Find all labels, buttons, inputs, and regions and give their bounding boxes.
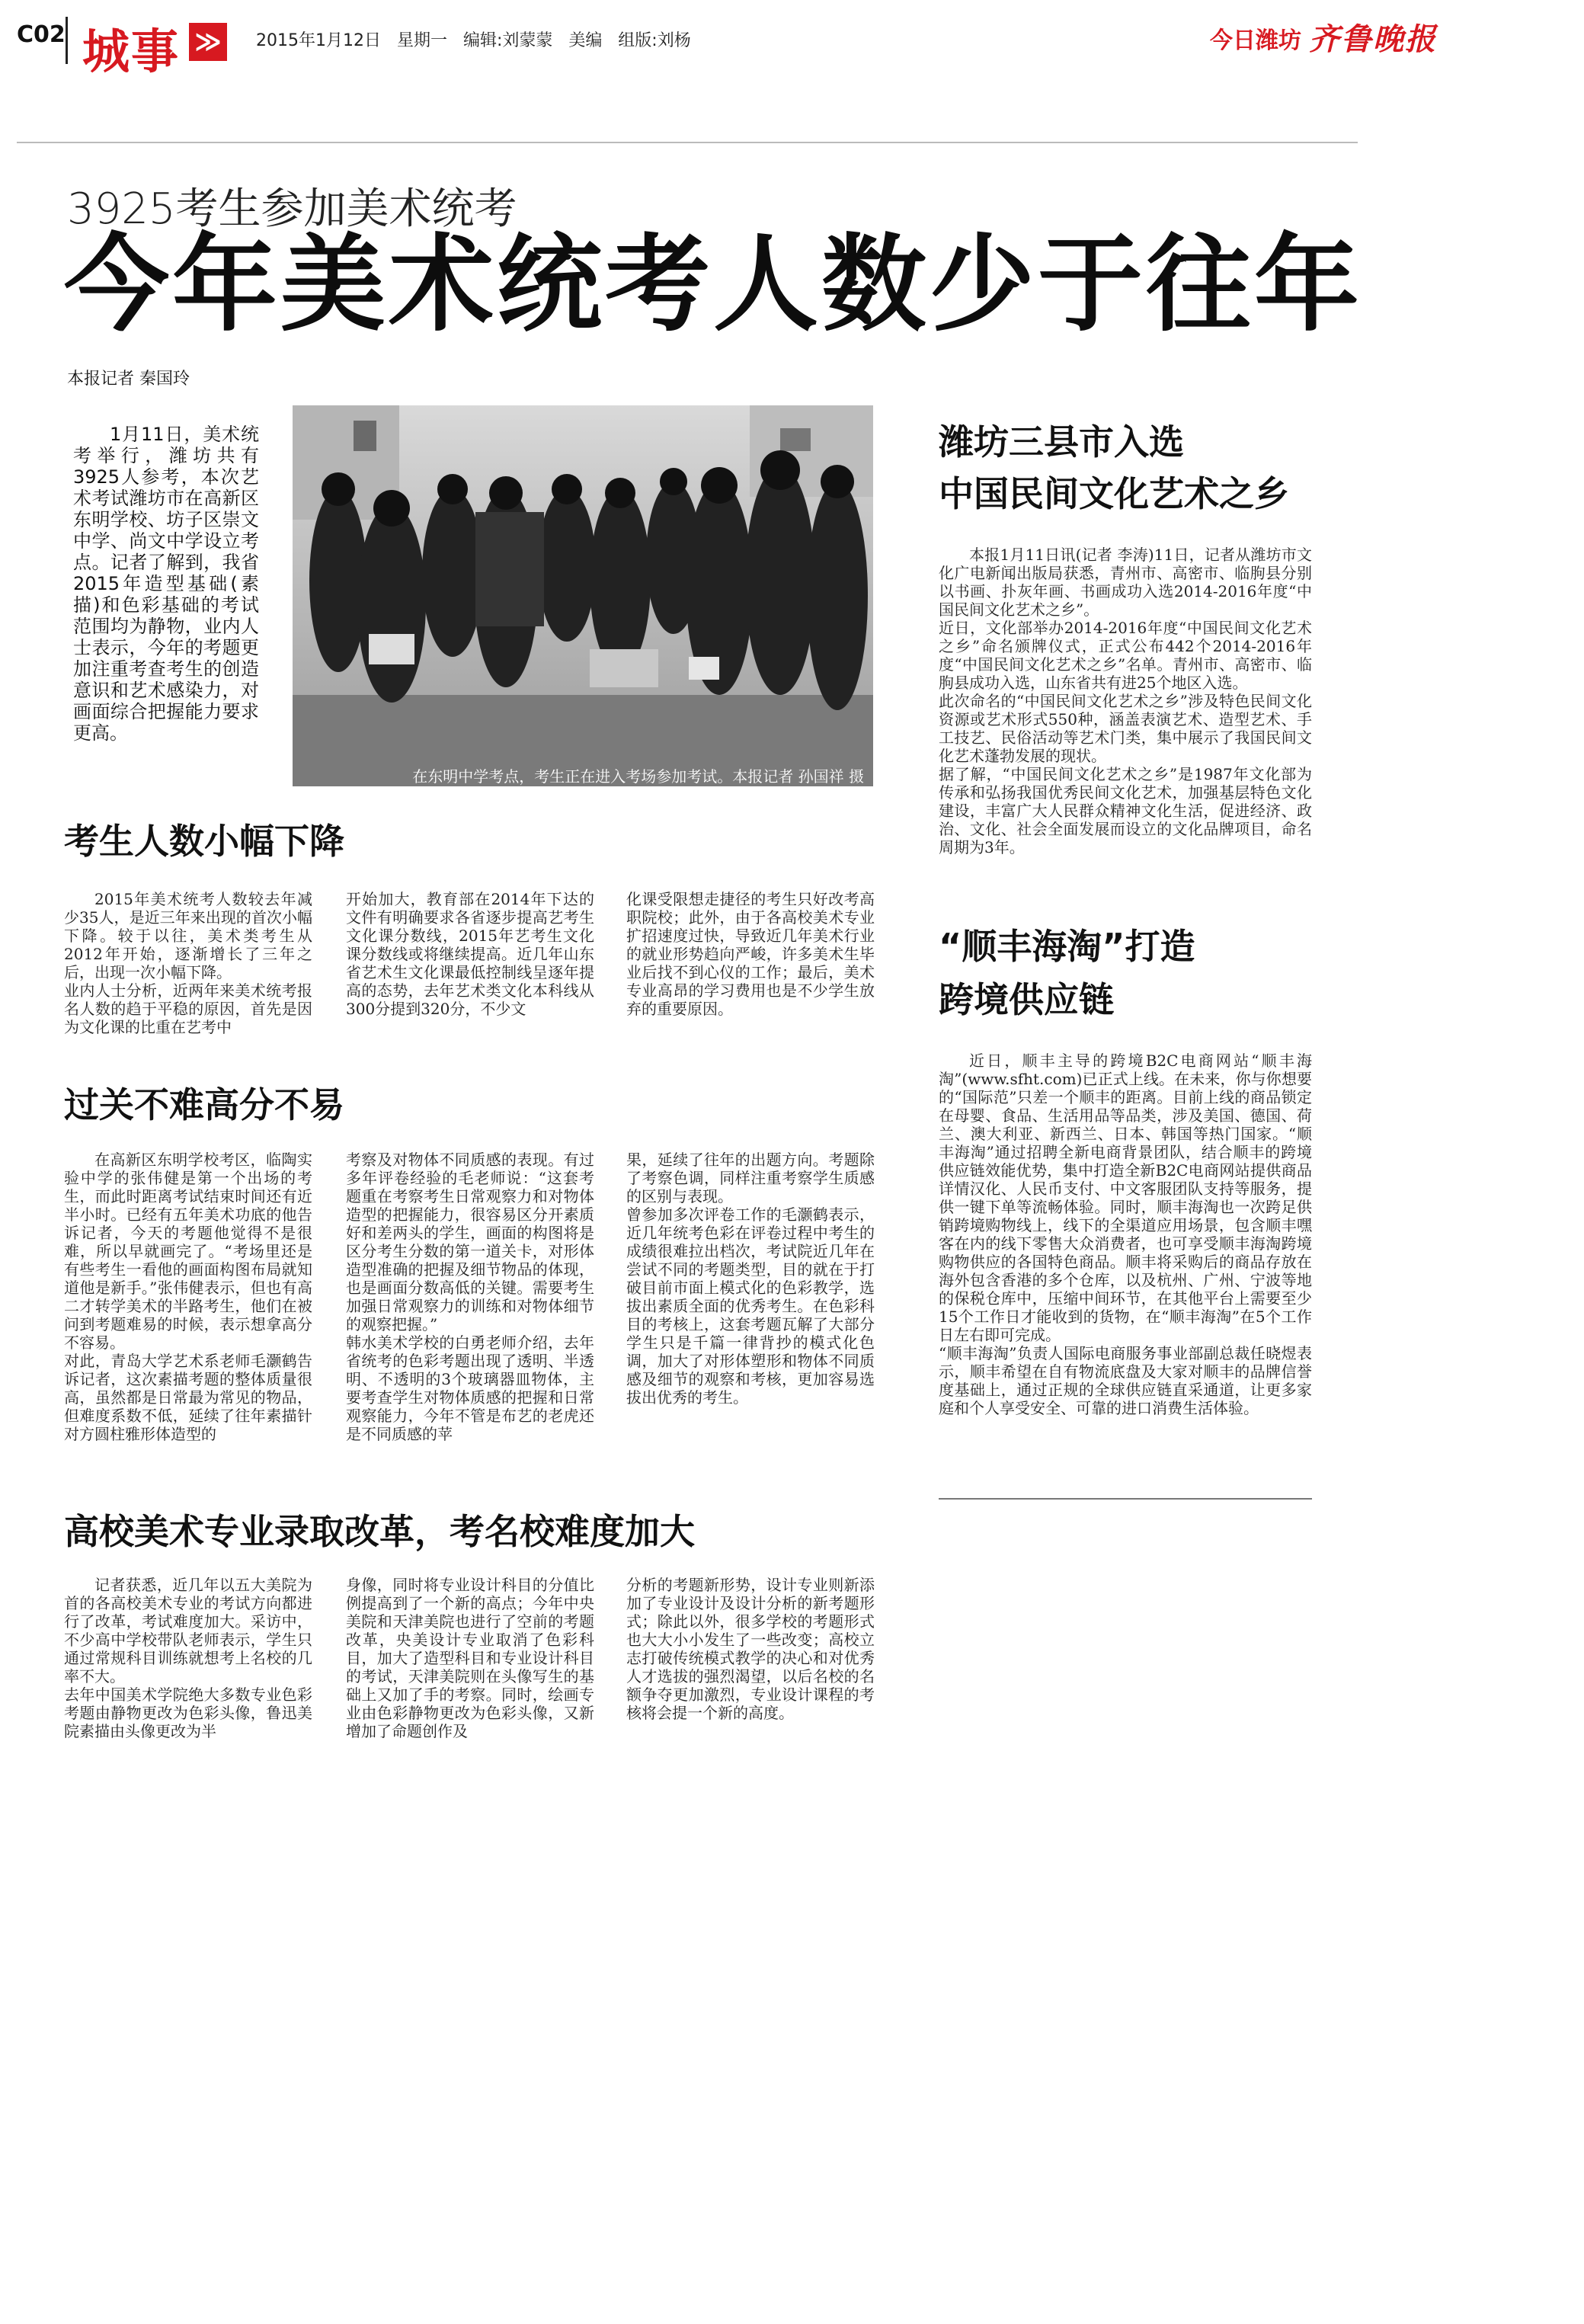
- side-story-1-body: 本报1月11日讯(记者 李涛)11日，记者从潍坊市文化广电新闻出版局获悉，青州市、高密市、临朐县分别以书画、扑灰年画、书画成功入选2014-2016年度“中国民间文化艺术之乡”。 近日，文化部举办2014-2016年度“中国民间文化艺术之乡”命名颁牌仪式，正式公布442个2014-2016年度“中国民间文化艺术之乡”名单。青州市、高密市、临朐县成功入选，山东省共有进25个地区入选。 此次命名的“中国民间文化艺术之乡”涉及特色民间文化资源或艺术形式550种，涵盖表演艺术、造型艺术、手工技艺、民俗活动等艺术门类，集中展示了我国民间文化艺术蓬勃发展的现状。 据了解，“中国民间文化艺术之乡”是1987年文化部为传承和弘扬我国优秀民间文化艺术，加强基层特色文化建设，丰富广大人民群众精神文化生活，促进经济、政治、文化、社会全面发展而设立的文化品牌项目，命名周期为3年。: [939, 546, 1312, 856]
- section-arrow-icon: ≫: [189, 23, 227, 61]
- section-title: 城事: [82, 24, 181, 79]
- photo-caption: 在东明中学考点，考生正在进入考场参加考试。本报记者 孙国祥 摄: [412, 767, 864, 786]
- dateline: 2015年1月12日 星期一 编辑:刘蒙蒙 美编 组版:刘杨: [256, 31, 691, 50]
- side-story-1-headline-line2: 中国民间文化艺术之乡: [939, 473, 1289, 514]
- brand-label: 今日潍坊: [1210, 27, 1301, 54]
- crowd-photo-illustration: [293, 405, 873, 786]
- page-number: C02: [17, 21, 66, 48]
- lede-paragraph: 1月11日，美术统考举行，潍坊共有3925人参考，本次艺术考试潍坊市在高新区东明学校、坊子区崇文中学、尚文中学设立考点。记者了解到，我省2015年造型基础(素描)和色彩基础的考试范围均为静物，业内人士表示，今年的考题更加注重考查考生的创造意识和艺术感染力，对画面综合把握能力要求更高。: [73, 424, 259, 744]
- section-3-column-2: 身像，同时将专业设计科目的分值比例提高到了一个新的高点；今年中央美院和天津美院也进行了空前的考题改革，央美设计专业取消了色彩科目，加大了造型科目和专业设计科目的考试，天津美院则在头像写生的基础上又加了手的考察。同时，绘画专业由色彩静物更改为色彩头像，又新增加了命题创作及: [346, 1576, 594, 1740]
- story-headline: 今年美术统考人数少于往年: [64, 223, 1363, 346]
- section-2-column-3: 果，延续了往年的出题方向。考题除了考察色调，同样注重考察学生质感的区别与表现。 曾参加多次评卷工作的毛灏鹤表示，近几年统考色彩在评卷过程中考生的成绩很难拉出档次，考试院近几年在尝试不同的考题类型，目的就在于打破目前市面上模式化的色彩教学，选拔出素质全面的优秀考生。在色彩科目的考核上，这套考题瓦解了大部分学生只是千篇一律背抄的模式化色调，加大了对形体塑形和物体不同质感及细节的观察和考核，更加容易选拔出优秀的考生。: [626, 1151, 875, 1407]
- side-story-2-body: 近日，顺丰主导的跨境B2C电商网站“顺丰海淘”(www.sfht.com)已正式上线。在未来，你与你想要的“国际范”只差一个顺丰的距离。目前上线的商品锁定在母婴、食品、生活用品等品类，涉及美国、德国、荷兰、澳大利亚、新西兰、日本、韩国等热门国家。“顺丰海淘”通过招聘全新电商背景团队，结合顺丰的跨境供应链效能优势，集中打造全新B2C电商网站提供商品详情汉化、人民币支付、中文客服团队支持等服务，提供一键下单等流畅体验。同时，顺丰海淘也一次跨足供销跨境购物线上，线下的全渠道应用场景，包含顺丰嘿客在内的线下零售大众消费者，也可享受顺丰海淘跨境购物供应的各国特色商品。顺丰将采购后的商品存放在海外包含香港的多个仓库，以及杭州、广州、宁波等地的保税仓库中，压缩中间环节，在其他平台上需要至少15个工作日才能收到的货物，在“顺丰海淘”在5个工作日左右即可完成。 “顺丰海淘”负责人国际电商服务事业部副总裁任晓煜表示，顺丰希望在自有物流底盘及大家对顺丰的品牌信誉度基础上，通过正规的全球供应链直采通道，让更多家庭和个人享受安全、可靠的进口消费生活体验。: [939, 1052, 1312, 1417]
- masthead-divider: [66, 17, 68, 64]
- story-kicker: 3925考生参加美术统考: [67, 184, 517, 234]
- section-1-column-3: 化课受限想走捷径的考生只好改考高职院校；此外，由于各高校美术专业扩招速度过快，导致近几年美术行业的就业形势趋向严峻，许多美术生毕业后找不到心仪的工作；最后，美术专业高昂的学习费用也是不少学生放弃的重要原因。: [626, 890, 875, 1018]
- section-2-column-2: 考察及对物体不同质感的表现。有过多年评卷经验的毛老师说：“这套考题重在考察考生日常观察力和对物体造型的把握能力，很容易区分开素质好和差两头的学生，画面的构图将是区分考生分数的第一道关卡，对形体造型准确的把握及细节物品的体现，也是画面分数高低的关键。需要考生加强日常观察力的训练和对物体细节的观察把握。” 韩水美术学校的白勇老师介绍，去年省统考的色彩考题出现了透明、半透明、不透明的3个玻璃器皿物体，主要考查学生对物体质感的把握和日常观察能力，今年不管是布艺的老虎还是不同质感的苹: [346, 1151, 594, 1443]
- subheading-2: 过关不难高分不易: [64, 1084, 344, 1125]
- section-3-column-1: 记者获悉，近几年以五大美院为首的各高校美术专业的考试方向都进行了改革，考试难度加大。采访中，不少高中学校带队老师表示，学生只通过常规科目训练就想考上名校的几率不大。 去年中国美术学院绝大多数专业色彩考题由静物更改为色彩头像，鲁迅美院素描由头像更改为半: [64, 1576, 312, 1740]
- masthead-rule: [17, 142, 1358, 143]
- side-story-2-headline-line1: “顺丰海淘”打造: [939, 926, 1195, 967]
- subheading-1: 考生人数小幅下降: [64, 821, 344, 862]
- section-1-column-1: 2015年美术统考人数较去年减少35人，是近三年来出现的首次小幅下降。较于以往，美术类考生从2012年开始，逐渐增长了三年之后，出现一次小幅下降。 业内人士分析，近两年来美术统考报名人数的趋于平稳的原因，首先是因为文化课的比重在艺考中: [64, 890, 312, 1036]
- section-1-column-2: 开始加大，教育部在2014年下达的文件有明确要求各省逐步提高艺考生文化课分数线，2015年艺考生文化课分数线或将继续提高。近几年山东省艺术生文化课最低控制线呈逐年提高的态势，去年艺术类文化本科线从300分提到320分，不少文: [346, 890, 594, 1018]
- byline: 本报记者 秦国玲: [67, 370, 190, 389]
- subheading-3: 高校美术专业录取改革，考名校难度加大: [64, 1511, 695, 1552]
- section-2-column-1: 在高新区东明学校考区，临陶实验中学的张伟健是第一个出场的考生，而此时距离考试结束时间还有近半小时。已经有五年美术功底的他告诉记者，今天的考题他觉得不是很难，所以早就画完了。“考场里还是有些考生一看他的画面构图布局就知道他是新手。”张伟健表示，但也有高二才转学美术的半路考生，他们在被问到考题难易的时候，表示想拿高分不容易。 对此，青岛大学艺术系老师毛灏鹤告诉记者，这次素描考题的整体质量很高，虽然都是日常最为常见的物品，但难度系数不低，延续了往年素描针对方圆柱雅形体造型的: [64, 1151, 312, 1443]
- news-photo: [293, 405, 873, 786]
- side-story-1-headline-line1: 潍坊三县市入选: [939, 421, 1184, 463]
- paper-logo: 齐鲁晚报: [1309, 21, 1437, 57]
- section-3-column-3: 分析的考题新形势，设计专业则新添加了专业设计及设计分析的新考题形式；除此以外，很多学校的考题形式也大大小小发生了一些改变；高校立志打破传统模式教学的决心和对优秀人才选拔的强烈渴望，以后名校的名额争夺更加激烈，专业设计课程的考核将会提一个新的高度。: [626, 1576, 875, 1722]
- side-story-2-headline-line2: 跨境供应链: [939, 979, 1114, 1020]
- side-story-end-rule: [939, 1498, 1312, 1500]
